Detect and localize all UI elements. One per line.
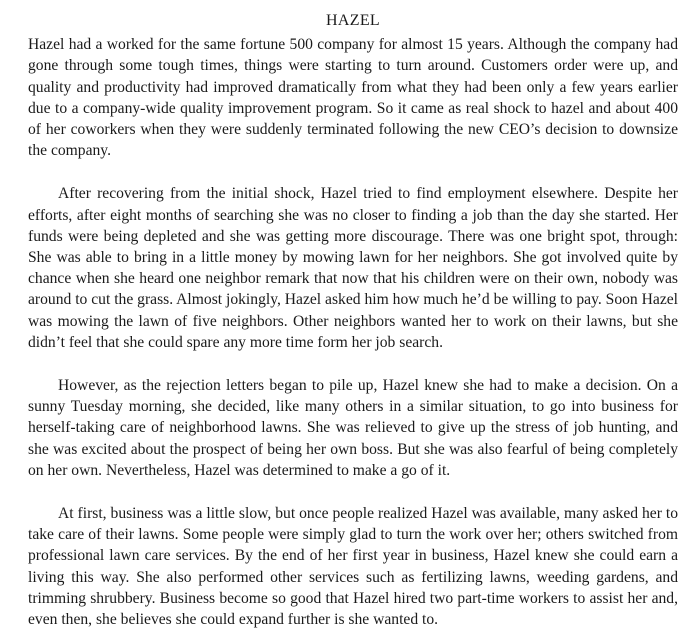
paragraph-3: However, as the rejection letters began to pile up, Hazel knew she had to make a decision. On a sunny Tuesday morning, she decided, like many others in a similar situation, to go into business for herself-taking care of neighborhood lawns. She was relieved to give up the stress of job hunting, and she was excited about the prospect of being her own boss. But she was also fearful of being completely on her own. Nevertheless, Hazel was determined to make a go of it.: [28, 377, 678, 479]
paragraph-gap: [28, 481, 678, 503]
paragraph-1: Hazel had a worked for the same fortune 500 company for almost 15 years. Although the company had gone through some tough times, things were starting to turn around. Customers order were up, and quality and productivity had improved dramatically from what they had been only a few years earlier due to a company-wide quality improvement program. So it came as real shock to hazel and about 400 of her coworkers when they were suddenly terminated following the new CEO’s decision to downsize the company.: [28, 36, 678, 160]
paragraph-gap: [28, 161, 678, 183]
paragraph-2: After recovering from the initial shock, Hazel tried to find employment elsewhere. Despite her efforts, after eight months of searching she was no closer to finding a job than the day she started. Her funds were being depleted and she was getting more discourage. There was one bright spot, through: She was able to bring in a little money by mowing lawn for her neighbors. She got involved quite by chance when she heard one neighbor remark that now that his children were on their own, nobody was around to cut the grass. Almost jokingly, Hazel asked him how much he’d be willing to pay. Soon Hazel was mowing the lawn of five neighbors. Other neighbors wanted her to work on their lawns, but she didn’t feel that she could spare any more time form her job search.: [28, 185, 678, 351]
paragraph-4: At first, business was a little slow, but once people realized Hazel was available, many asked her to take care of their lawns. Some people were simply glad to turn the work over her; others switched from professional lawn care services. By the end of her first year in business, Hazel knew she could earn a living this way. She also performed other services such as fertilizing lawns, weeding gardens, and trimming shrubbery. Business become so good that Hazel hired two part-time workers to assist her and, even then, she believes she could expand further is she wanted to.: [28, 505, 678, 629]
paragraph-gap: [28, 353, 678, 375]
document-title: HAZEL: [326, 12, 380, 29]
